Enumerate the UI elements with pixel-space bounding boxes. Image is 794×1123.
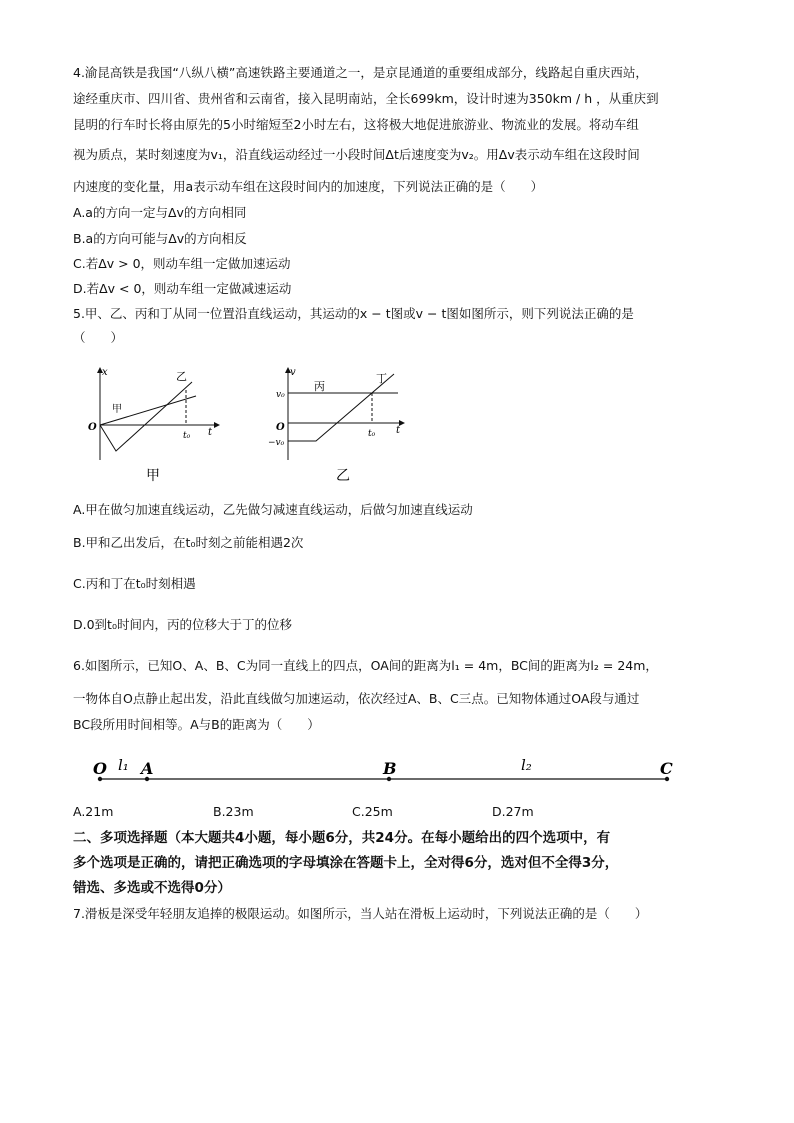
vt-xlabel: t [396,425,401,436]
section2-line-3: 错选、多选或不选得0分） [73,880,231,896]
q5-option-a: A.甲在做匀加速直线运动，乙先做匀减速直线运动，后做匀加速直线运动 [73,502,473,517]
vt-caption: 乙 [336,468,350,484]
label-ding: 丁 [376,372,387,385]
q6-line-1: 6.如图所示，已知O、A、B、C为同一直线上的四点，OA间的距离为l₁ = 4m，BC间的距离为l₂ = 24m， [73,658,658,673]
vt-t0-label: t₀ [368,429,376,439]
xt-caption: 甲 [146,468,160,484]
xt-origin: O [88,422,97,433]
point-c-label: C [660,759,673,778]
line-diagram [86,748,686,788]
vt-ylabel: v [290,367,296,378]
vt-origin: O [276,422,285,433]
point-o-label: O [93,759,107,778]
section2-line-2: 多个选项是正确的，请把正确选项的字母填涂在答题卡上，全对得6分，选对但不全得3分， [73,855,619,871]
q4-option-d: D.若Δv < 0，则动车组一定做减速运动 [73,281,292,296]
label-jia: 甲 [112,404,122,415]
line-yi [100,382,192,451]
point-b-label: B [383,759,397,778]
xt-graph [84,360,234,490]
q4-line-4: 视为质点，某时刻速度为v₁，沿直线运动经过一小段时间Δt后速度变为v₂。用Δv表示动车组在这段时间 [73,147,640,162]
q6-option-d: D.27m [492,804,534,819]
label-yi: 乙 [176,370,187,383]
q5-option-b: B.甲和乙出发后，在t₀时刻之前能相遇2次 [73,535,304,550]
q6-option-c: C.25m [352,804,393,819]
q6-option-a: A.21m [73,804,114,819]
q5-option-c: C.丙和丁在t₀时刻相遇 [73,576,196,591]
section2-line-1: 二、多项选择题（本大题共4小题，每小题6分，共24分。在每小题给出的四个选项中，有 [73,830,611,846]
neg-v0-label: −v₀ [268,438,285,448]
vt-graph [268,360,418,490]
q4-option-b: B.a的方向可能与Δv的方向相反 [73,231,247,246]
l2-label: l₂ [521,756,532,774]
q4-line-3: 昆明的行车时长将由原先的5小时缩短至2小时左右，这将极大地促进旅游业、物流业的发展。将动车组 [73,117,639,132]
label-bing: 丙 [314,380,325,393]
q5-line-1: 5.甲、乙、丙和丁从同一位置沿直线运动，其运动的x − t图或v − t图如图所示，则下列说法正确的是 [73,306,634,321]
q6-line-2: 一物体自O点静止起出发，沿此直线做匀加速运动，依次经过A、B、C三点。已知物体通过OA段与通过 [73,691,640,706]
q4-option-c: C.若Δv > 0，则动车组一定做加速运动 [73,256,291,271]
q6-line-3: BC段所用时间相等。A与B的距离为（ ） [73,717,320,732]
xt-t0-label: t₀ [183,431,191,441]
point-a-label: A [141,759,154,778]
q4-line-1: 4.渝昆高铁是我国“八纵八横”高速铁路主要通道之一，是京昆通道的重要组成部分，线路起自重庆西站， [73,65,648,80]
q4-option-a: A.a的方向一定与Δv的方向相同 [73,205,247,220]
q5-line-2: （ ） [73,330,124,345]
q5-option-d: D.0到t₀时间内，丙的位移大于丁的位移 [73,617,292,632]
l1-label: l₁ [118,756,129,774]
q4-line-5: 内速度的变化量，用a表示动车组在这段时间内的加速度，下列说法正确的是（ ） [73,179,544,194]
q6-option-b: B.23m [213,804,254,819]
q4-line-2: 途经重庆市、四川省、贵州省和云南省，接入昆明南站，全长699km，设计时速为350km / h ，从重庆到 [73,91,659,106]
xt-ylabel: x [102,367,108,378]
v0-label: v₀ [276,390,285,400]
xt-xlabel: t [208,427,213,438]
q7-line-1: 7.滑板是深受年轻朋友追捧的极限运动。如图所示，当人站在滑板上运动时，下列说法正确的是（ ） [73,906,648,921]
